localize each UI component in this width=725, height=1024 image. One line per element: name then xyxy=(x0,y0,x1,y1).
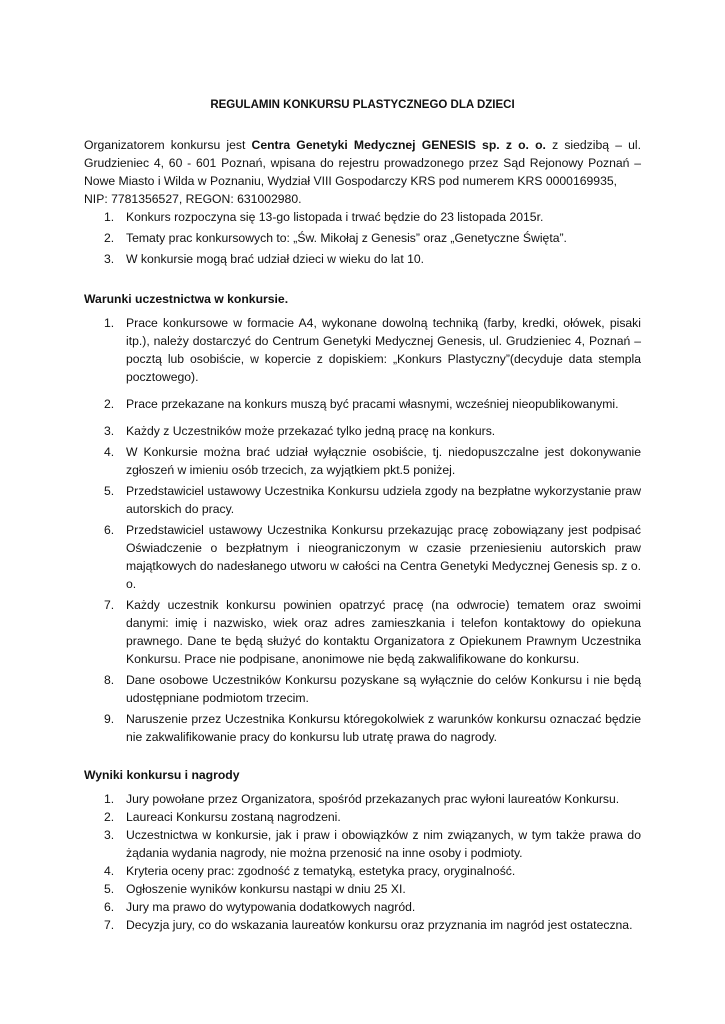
list-item xyxy=(84,314,641,386)
list-item xyxy=(84,395,641,413)
list-item xyxy=(84,482,641,518)
item-number: 1. xyxy=(104,316,115,330)
item-text: Ogłoszenie wyników konkursu nastąpi w dniu 25 XI. xyxy=(126,882,406,896)
conditions-heading: Warunki uczestnictwa w konkursie. xyxy=(84,292,289,306)
item-number: 3. xyxy=(104,424,115,438)
item-text: Dane osobowe Uczestników Konkursu pozyskane są wyłącznie do celów Konkursu i nie będą udostępniane podmiotom trzecim. xyxy=(126,673,641,705)
item-number: 3. xyxy=(104,252,115,266)
intro-suffix: z siedzibą – ul. Grudzieniec 4, 60 - 601 Poznań, wpisana do rejestru prowadzonego przez Sąd Rejonowy Poznań – Nowe Miasto i Wilda w Poznaniu, Wydział VIII Gospodarczy KRS pod numerem KRS 0000169935, xyxy=(84,138,642,188)
list-item xyxy=(84,916,641,934)
item-text: Uczestnictwa w konkursie, jak i praw i obowiązków z nim związanych, w tym także prawa do żądania wydania nagrody, nie można przenosić na inne osoby i podmioty. xyxy=(126,828,641,860)
list-item xyxy=(84,596,641,668)
intro-paragraph xyxy=(84,136,641,208)
item-text: Jury powołane przez Organizatora, spośród przekazanych prac wyłoni laureatów Konkursu. xyxy=(126,792,620,806)
list-item xyxy=(84,422,641,440)
list-item xyxy=(84,826,641,862)
item-number: 2. xyxy=(104,231,115,245)
item-number: 2. xyxy=(104,810,115,824)
organizer-name: Centra Genetyki Medycznej GENESIS sp. z o. o. xyxy=(251,138,546,152)
list-item xyxy=(84,443,641,479)
list-item xyxy=(84,862,641,880)
item-text: W konkursie mogą brać udział dzieci w wieku do lat 10. xyxy=(126,252,425,266)
item-number: 5. xyxy=(104,484,115,498)
item-number: 1. xyxy=(104,792,115,806)
results-list xyxy=(84,790,641,934)
item-number: 8. xyxy=(104,673,115,687)
item-text: Jury ma prawo do wytypowania dodatkowych nagród. xyxy=(126,900,416,914)
intro-prefix: Organizatorem konkursu jest xyxy=(84,138,252,152)
item-number: 6. xyxy=(104,900,115,914)
conditions-list xyxy=(84,314,641,746)
list-item xyxy=(84,808,641,826)
list-item xyxy=(84,898,641,916)
item-text: Kryteria oceny prac: zgodność z tematyką, estetyka pracy, oryginalność. xyxy=(126,864,516,878)
item-text: Prace przekazane na konkurs muszą być pracami własnymi, wcześniej nieopublikowanymi. xyxy=(126,397,619,411)
results-heading: Wyniki konkursu i nagrody xyxy=(84,768,240,782)
list-item xyxy=(84,710,641,746)
general-list xyxy=(84,208,641,268)
item-number: 2. xyxy=(104,397,115,411)
list-item xyxy=(84,880,641,898)
list-item xyxy=(84,671,641,707)
list-item xyxy=(84,208,641,226)
item-text: W Konkursie można brać udział wyłącznie osobiście, tj. niedopuszczalne jest dokonywanie zgłoszeń w imieniu osób trzecich, za wyjątkiem pkt.5 poniżej. xyxy=(126,445,641,477)
item-text: Prace konkursowe w formacie A4, wykonane dowolną techniką (farby, kredki, ołówek, pisaki itp.), należy dostarczyć do Centrum Genetyki Medycznej Genesis, ul. Grudzieniec 4, Poznań – pocztą lub osobiście, w kopercie z dopiskiem: „Konkurs Plastyczny”(decyduje data stempla pocztowego). xyxy=(126,316,641,384)
item-text: Tematy prac konkursowych to: „Św. Mikołaj z Genesis” oraz „Genetyczne Święta”. xyxy=(126,231,567,245)
list-item xyxy=(84,229,641,247)
item-text: Konkurs rozpoczyna się 13-go listopada i trwać będzie do 23 listopada 2015r. xyxy=(126,210,544,224)
list-item xyxy=(84,790,641,808)
item-text: Naruszenie przez Uczestnika Konkursu któregokolwiek z warunków konkursu oznaczać będzie nie zakwalifikowanie pracy do konkursu lub utratę prawa do nagrody. xyxy=(126,712,641,744)
document-title: REGULAMIN KONKURSU PLASTYCZNEGO DLA DZIECI xyxy=(210,99,515,111)
item-text: Każdy uczestnik konkursu powinien opatrzyć pracę (na odwrocie) tematem oraz swoimi danymi: imię i nazwisko, wiek oraz adres zamieszkania i telefon kontaktowy do opiekuna prawnego. Dane te będą służyć do kontaktu Organizatora z Opiekunem Prawnym Uczestnika Konkursu. Prace nie podpisane, anonimowe nie będą zakwalifikowane do konkursu. xyxy=(126,598,641,666)
item-number: 7. xyxy=(104,918,115,932)
intro-nip-line: NIP: 7781356527, REGON: 631002980. xyxy=(84,192,302,206)
item-number: 5. xyxy=(104,882,115,896)
item-text: Przedstawiciel ustawowy Uczestnika Konkursu udziela zgody na bezpłatne wykorzystanie praw autorskich do pracy. xyxy=(126,484,641,516)
item-text: Laureaci Konkursu zostaną nagrodzeni. xyxy=(126,810,341,824)
item-number: 4. xyxy=(104,864,115,878)
item-number: 9. xyxy=(104,712,115,726)
item-number: 7. xyxy=(104,598,115,612)
item-number: 1. xyxy=(104,210,115,224)
list-item xyxy=(84,521,641,593)
item-text: Przedstawiciel ustawowy Uczestnika Konkursu przekazując pracę zobowiązany jest podpisać Oświadczenie o bezpłatnym i nieograniczonym w czasie przeniesieniu autorskich praw majątkowych do nadesłanego utworu w całości na Centra Genetyki Medycznej Genesis sp. z o. o. xyxy=(126,523,641,591)
item-number: 3. xyxy=(104,828,115,842)
item-number: 4. xyxy=(104,445,115,459)
item-number: 6. xyxy=(104,523,115,537)
item-text: Decyzja jury, co do wskazania laureatów konkursu oraz przyznania im nagród jest ostateczna. xyxy=(126,918,633,932)
item-text: Każdy z Uczestników może przekazać tylko jedną pracę na konkurs. xyxy=(126,424,496,438)
list-item xyxy=(84,250,641,268)
